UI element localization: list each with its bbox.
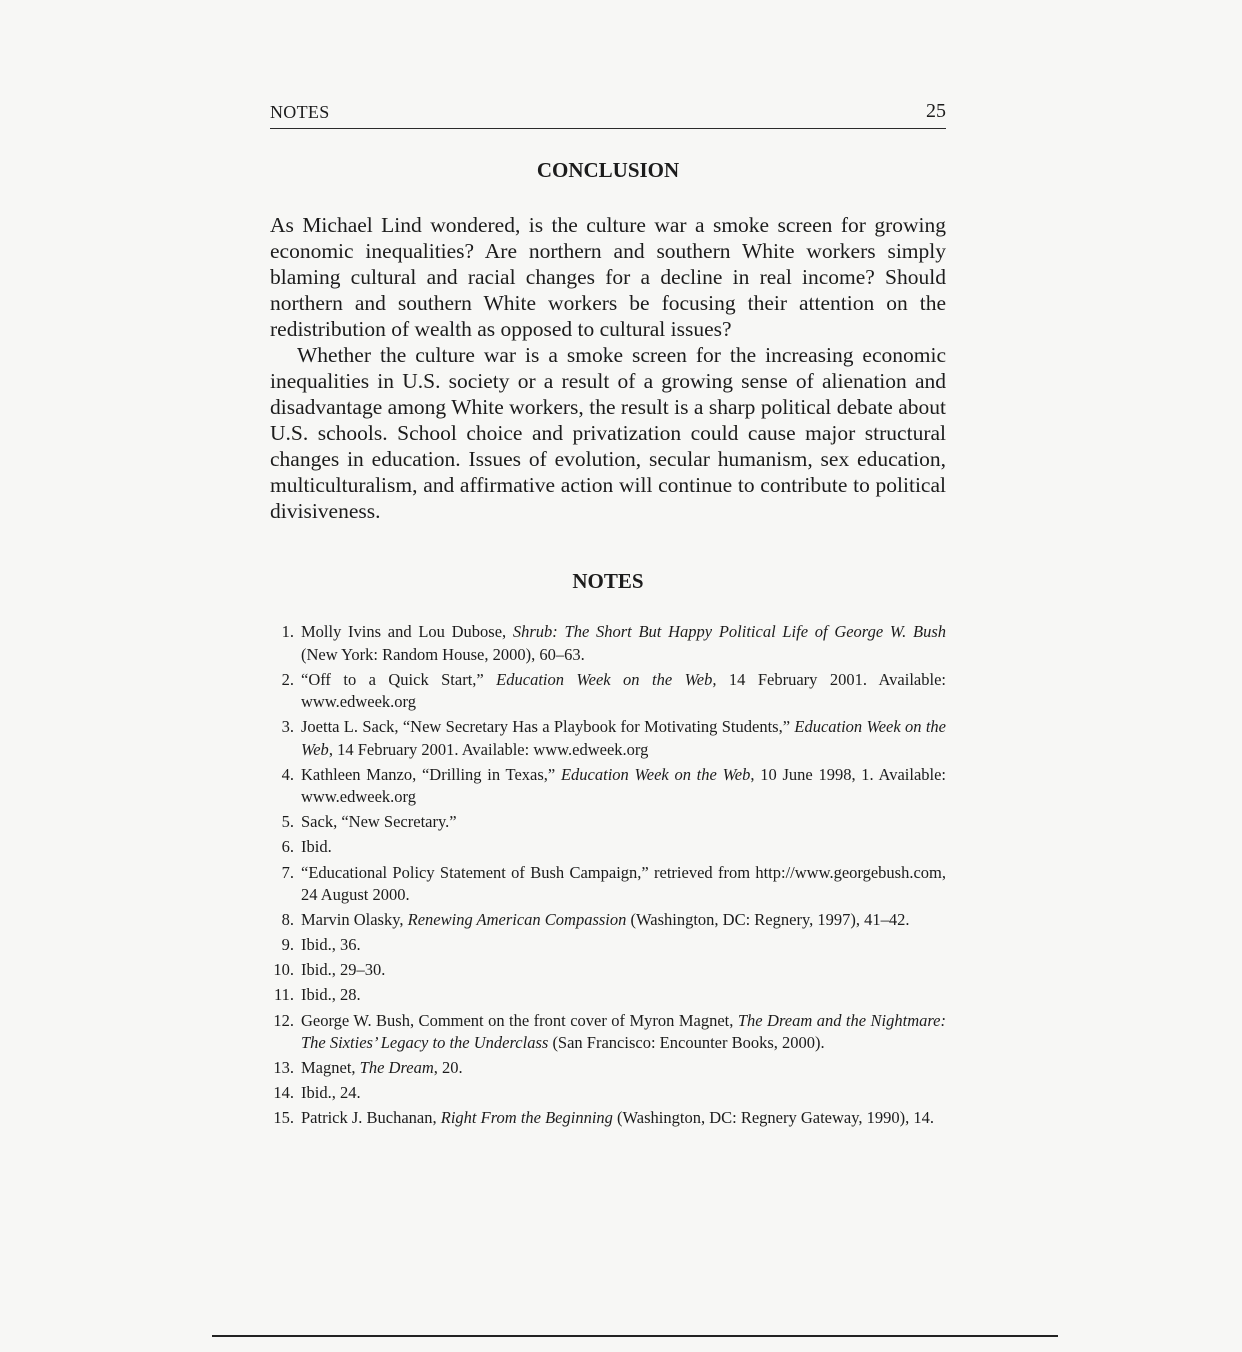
note-number: 14. <box>273 1083 294 1103</box>
note-item <box>270 811 946 834</box>
note-text-part: George W. Bush, Comment on the front cover of Myron Magnet, <box>301 1010 738 1030</box>
note-text <box>301 959 946 982</box>
note-text <box>301 1082 946 1105</box>
note-text-part: Molly Ivins and Lou Dubose, <box>301 622 513 641</box>
note-text <box>301 836 946 859</box>
note-number: 3. <box>281 717 294 737</box>
note-text <box>301 669 946 714</box>
note-item <box>270 959 946 982</box>
note-text <box>301 862 946 907</box>
note-text-part: “Off to a Quick Start,” <box>301 669 497 689</box>
note-text <box>301 1057 946 1080</box>
note-text <box>301 716 946 761</box>
note-text-part: (Washington, DC: Regnery, 1997), 41–42. <box>626 910 910 930</box>
note-text-part: (Washington, DC: Regnery Gateway, 1990), 14. <box>612 1108 935 1128</box>
note-text-part: Ibid. <box>301 837 332 857</box>
note-text-part: , 14 February 2001. Available: www.edweek.org <box>328 739 649 759</box>
page-number: 25 <box>926 100 946 122</box>
note-text-part: , 20. <box>433 1058 463 1078</box>
conclusion-body <box>270 212 946 524</box>
notes-list <box>270 621 946 1132</box>
note-number: 13. <box>273 1058 294 1078</box>
note-item <box>270 934 946 957</box>
note-text <box>301 621 946 666</box>
notes-heading: NOTES <box>572 569 644 593</box>
running-head <box>270 100 946 129</box>
note-number: 5. <box>281 812 294 832</box>
note-title: Education Week on the Web <box>560 764 751 784</box>
note-text-part: “Educational Policy Statement of Bush Campaign,” retrieved from http://www.georgebush.com, 24 August 2000. <box>301 862 946 905</box>
note-item <box>270 836 946 859</box>
note-text <box>301 1010 946 1055</box>
note-text <box>301 934 946 957</box>
note-title: Education Week on the Web, <box>496 669 717 689</box>
note-number: 2. <box>281 669 294 689</box>
note-text-part: Patrick J. Buchanan, <box>301 1108 441 1128</box>
note-number: 11. <box>273 985 294 1005</box>
note-item <box>270 669 946 714</box>
running-head-label: NOTES <box>270 102 330 122</box>
note-item <box>270 984 946 1007</box>
note-number: 10. <box>273 960 294 980</box>
note-number: 7. <box>281 862 294 882</box>
conclusion-paragraph: Whether the culture war is a smoke screen for the increasing economic inequalities in U.S. society or a result of a growing sense of alienation and disadvantage among White workers, the result is a sharp political debate about U.S. schools. School choice and privatization could cause major structural changes in education. Issues of evolution, secular humanism, sex education, multiculturalism, and affirmative action will continue to contribute to political divisiveness. <box>270 343 946 523</box>
note-title: Right From the Beginning <box>440 1108 613 1128</box>
note-text <box>301 909 946 932</box>
note-title: Education Week on the Web <box>301 717 946 759</box>
note-item <box>270 862 946 907</box>
conclusion-heading: CONCLUSION <box>536 158 680 182</box>
note-number: 9. <box>281 935 294 955</box>
note-text <box>301 984 946 1007</box>
note-item <box>270 1057 946 1080</box>
note-text-part: Magnet, <box>301 1058 360 1078</box>
note-text-part: Ibid., 29–30. <box>301 960 386 980</box>
note-text-part: 14 February 2001. Available: www.edweek.org <box>301 669 946 712</box>
note-number: 4. <box>281 764 294 784</box>
note-item <box>270 716 946 761</box>
note-text-part: Marvin Olasky, <box>301 910 408 930</box>
note-text-part: Ibid., 24. <box>301 1083 361 1103</box>
note-text-part: Ibid., 36. <box>301 935 361 955</box>
note-number: 12. <box>273 1010 294 1030</box>
note-text <box>301 811 946 834</box>
note-text-part: Ibid., 28. <box>301 985 361 1005</box>
note-title: The Dream <box>359 1058 434 1078</box>
conclusion-paragraph: As Michael Lind wondered, is the culture war a smoke screen for growing economic inequalities? Are northern and southern White workers simply blaming cultural and racial changes for a decline in real income? Should northern and southern White workers be focusing their attention on the redistribution of wealth as opposed to cultural issues? <box>270 213 946 341</box>
bottom-rule <box>212 1335 1058 1337</box>
note-title: The Dream and the Nightmare: The Sixties’ Legacy to the Underclass <box>301 1010 946 1053</box>
note-text-part: (San Francisco: Encounter Books, 2000). <box>548 1033 825 1053</box>
note-item <box>270 621 946 666</box>
note-number: 8. <box>281 910 294 930</box>
note-number: 15. <box>273 1108 294 1128</box>
note-text-part: (New York: Random House, 2000), 60–63. <box>301 644 585 664</box>
note-text-part: Sack, “New Secretary.” <box>301 812 457 832</box>
note-item <box>270 1082 946 1105</box>
note-text-part: Joetta L. Sack, “New Secretary Has a Playbook for Motivating Students,” <box>301 717 795 737</box>
note-title: Renewing American Compassion <box>407 910 627 930</box>
note-text-part: , 10 June 1998, 1. Available: www.edweek.org <box>301 764 947 807</box>
note-item <box>270 1107 946 1130</box>
note-item <box>270 764 946 809</box>
note-text <box>301 764 946 809</box>
note-item <box>270 909 946 932</box>
note-number: 1. <box>281 622 294 641</box>
note-text-part: Kathleen Manzo, “Drilling in Texas,” <box>301 764 561 784</box>
note-title: Shrub: The Short But Happy Political Life of George W. Bush <box>512 622 946 641</box>
note-text <box>301 1107 946 1130</box>
note-number: 6. <box>281 837 294 857</box>
note-item <box>270 1010 946 1055</box>
